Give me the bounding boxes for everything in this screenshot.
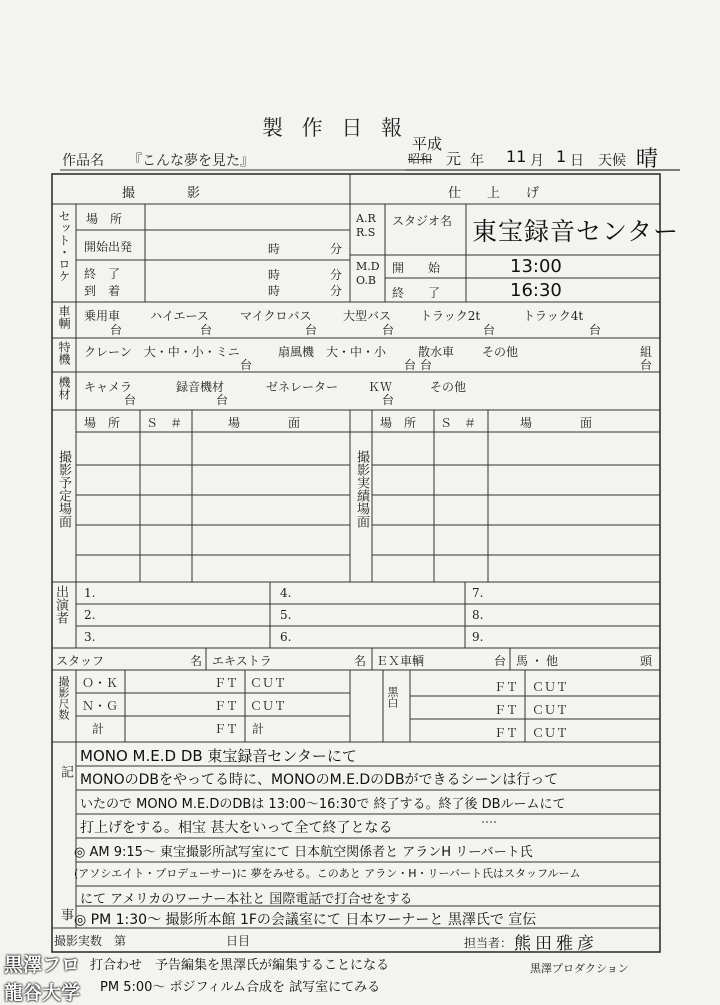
special-unit-5: 台 [640, 358, 653, 372]
film-ft-5: ＦＴ [494, 703, 519, 717]
start-time-value: 13:00 [510, 256, 562, 277]
equip-side-label: 機材 [57, 376, 71, 400]
hour-label-2: 時 [268, 268, 281, 282]
vehicle-unit-6: 台 [589, 323, 602, 337]
film-ft-3: ＦＴ [214, 722, 239, 736]
end-time-value: 16:30 [510, 280, 562, 301]
horse-label: 馬・他 [516, 654, 562, 668]
studio-value: 東宝録音センター [472, 217, 680, 246]
cast-1: 1. [84, 586, 96, 600]
cast-6: 6. [280, 630, 292, 644]
cast-9: 9. [472, 630, 484, 644]
cast-5: 5. [280, 608, 292, 622]
vehicle-microbus: マイクロバス [240, 309, 312, 323]
cast-side-label: 出演者 [53, 585, 68, 624]
minute-label-3: 分 [330, 284, 343, 298]
start-label: 開始出発 [84, 240, 133, 254]
vehicle-unit-2: 台 [200, 323, 213, 337]
vehicle-bus: 大型バス [343, 309, 392, 323]
film-black-white: 黒白 [386, 686, 399, 708]
film-cut-1: ＣＵＴ [250, 676, 287, 690]
schedule-scene-left: 場 面 [228, 416, 301, 430]
person-value: 熊田雅彦 [514, 934, 598, 954]
equip-unit-1: 台 [124, 393, 137, 407]
note-line-9: 打合わせ 予告編集を黒澤氏が編集することになる [90, 958, 390, 973]
vehicle-unit-4: 台 [382, 323, 395, 337]
year-value: 元 [446, 150, 462, 168]
vehicle-car: 乗用車 [84, 309, 121, 323]
film-cut-4: ＣＵＴ [532, 703, 569, 717]
hour-label-1: 時 [268, 242, 281, 256]
weather-label: 天候 [598, 153, 626, 169]
note-line-1: MONO M.E.D DB 東宝録音センターにて [80, 747, 357, 765]
work-title: 『こんな夢を見た』 [128, 153, 254, 169]
special-fan: 扇風機 大・中・小 [278, 345, 387, 359]
equip-camera: キャメラ [84, 380, 133, 394]
special-unit-2: 台 [404, 358, 417, 372]
equip-unit-2: 台 [216, 393, 229, 407]
cast-3: 3. [84, 630, 96, 644]
month-label: 月 [530, 153, 544, 169]
note-line-2: MONOのDBをやってる時に、MONOのM.E.DのDBができるシーンは行って [80, 772, 559, 788]
weather-value: 晴 [636, 147, 659, 172]
vehicle-unit-1: 台 [110, 323, 123, 337]
film-cut-5: ＣＵＴ [532, 726, 569, 740]
equip-kw: ＫＷ [368, 380, 393, 394]
watermark-line-1: 黒澤フロ [4, 954, 81, 976]
company-name: 黒澤プロダクション [530, 962, 629, 975]
cast-8: 8. [472, 608, 484, 622]
day-label: 日 [570, 153, 584, 169]
finishing-header: 仕 上 げ [448, 186, 540, 201]
film-kei: 計 [252, 722, 265, 736]
place-label: 場 所 [86, 212, 123, 226]
horse-unit: 頭 [640, 654, 653, 668]
minute-label-1: 分 [330, 242, 343, 256]
schedule-planned-side: 撮影予定場面 [56, 450, 71, 528]
end-label-1: 終 了 [84, 267, 121, 281]
cast-7: 7. [472, 586, 484, 600]
note-line-5: ◎ AM 9:15〜 東宝撮影所試写室にて 日本航空関係者と アランH リーバート氏 [74, 845, 533, 860]
film-cut-2: ＣＵＴ [250, 699, 287, 713]
special-other: その他 [482, 345, 519, 359]
vehicles-side-label: 車輌 [57, 305, 71, 329]
cast-2: 2. [84, 608, 96, 622]
extra-label: エキストラ [212, 654, 272, 668]
film-ft-4: ＦＴ [494, 680, 519, 694]
era-written: 平成 [412, 135, 443, 153]
schedule-actual-side: 撮影実績場面 [354, 450, 369, 528]
shooting-header: 撮 影 [122, 186, 201, 201]
era-printed: 昭和 [408, 152, 433, 166]
schedule-place-left: 場 所 [84, 416, 121, 430]
film-cut-3: ＣＵＴ [532, 680, 569, 694]
film-total: 計 [92, 722, 105, 736]
note-line-8: ◎ PM 1:30〜 撮影所本館 1Fの会議室にて 日本ワーナーと 黒澤氏で 宣伝 [74, 912, 537, 928]
note-line-6: (アソシエイト・プロデューサー)に 夢をみせる。このあと アラン・H・リーバート氏はスタッフルーム [74, 867, 581, 880]
vehicle-unit-5: 台 [483, 323, 496, 337]
special-side-label: 特機 [57, 341, 71, 365]
film-ok: Ｏ・Ｋ [82, 676, 119, 690]
work-label: 作品名 [62, 153, 104, 169]
vehicle-truck2: トラック2t [420, 309, 481, 323]
note-line-7: にて アメリカのワーナー本社と 国際電話で打合せをする [80, 892, 413, 907]
schedule-sno-right: Ｓ ＃ [440, 416, 477, 430]
hour-label-3: 時 [268, 284, 281, 298]
cast-4: 4. [280, 586, 292, 600]
month-value: 11 [506, 147, 527, 166]
schedule-sno-left: Ｓ ＃ [146, 416, 183, 430]
equip-generator: ゼネレーター [266, 380, 339, 394]
ex-vehicle-unit: 台 [494, 654, 507, 668]
ex-vehicle-label: ＥＸ車輌 [376, 654, 425, 668]
watermark-line-2: 龍谷大学 [4, 982, 81, 1004]
start-time-label: 開 始 [392, 261, 441, 275]
schedule-place-right: 場 所 [380, 416, 417, 430]
ar-rs-label: A.R R.S [356, 212, 376, 239]
note-line-4: 打上げをする。相宝 甚大をいって全て終了となる [80, 820, 393, 836]
vehicle-unit-3: 台 [305, 323, 318, 337]
special-unit-3: 台 [420, 358, 433, 372]
film-ft-2: ＦＴ [214, 699, 239, 713]
film-ng: Ｎ・Ｇ [82, 699, 119, 713]
schedule-scene-right: 場 面 [520, 416, 593, 430]
days-unit: 日目 [226, 934, 251, 948]
film-ft-1: ＦＴ [214, 676, 239, 690]
special-unit-4: 組 [640, 345, 653, 359]
note-line-3: いたので MONO M.E.DのDBは 13:00〜16:30で 終了する。終了後 DBルームにて [80, 797, 566, 812]
special-crane: クレーン 大・中・小・ミニ [84, 345, 240, 359]
film-side-label: 撮影尺数 [57, 676, 70, 720]
staff-label: スタッフ [56, 654, 105, 668]
equip-recorder: 録音機材 [176, 380, 225, 394]
md-ob-label: M.D O.B [356, 260, 380, 287]
special-unit-1: 台 [240, 358, 253, 372]
days-label: 撮影実数 第 [54, 934, 127, 948]
notes-side-label: 記 事 [58, 765, 73, 921]
year-label: 年 [470, 153, 484, 169]
staff-unit: 名 [190, 654, 203, 668]
studio-label: スタジオ名 [392, 214, 453, 228]
equip-unit-3: 台 [382, 393, 395, 407]
minute-label-2: 分 [330, 268, 343, 282]
vehicle-truck4: トラック4t [523, 309, 584, 323]
film-ft-6: ＦＴ [494, 726, 519, 740]
end-label-2: 到 着 [84, 284, 121, 298]
person-label: 担当者： [464, 936, 513, 950]
day-value: 1 [556, 147, 567, 166]
vehicle-hiace: ハイエース [150, 309, 209, 323]
set-loc-side-label: セット・ロケ [57, 210, 71, 282]
equip-other: その他 [430, 380, 467, 394]
extra-unit: 名 [354, 654, 367, 668]
special-truck: 散水車 [418, 345, 455, 359]
end-time-label: 終 了 [392, 286, 441, 300]
page-title: 製 作 日 報 [262, 116, 409, 140]
note-line-10: PM 5:00〜 ポジフィルム合成を 試写室にてみる [100, 980, 381, 995]
